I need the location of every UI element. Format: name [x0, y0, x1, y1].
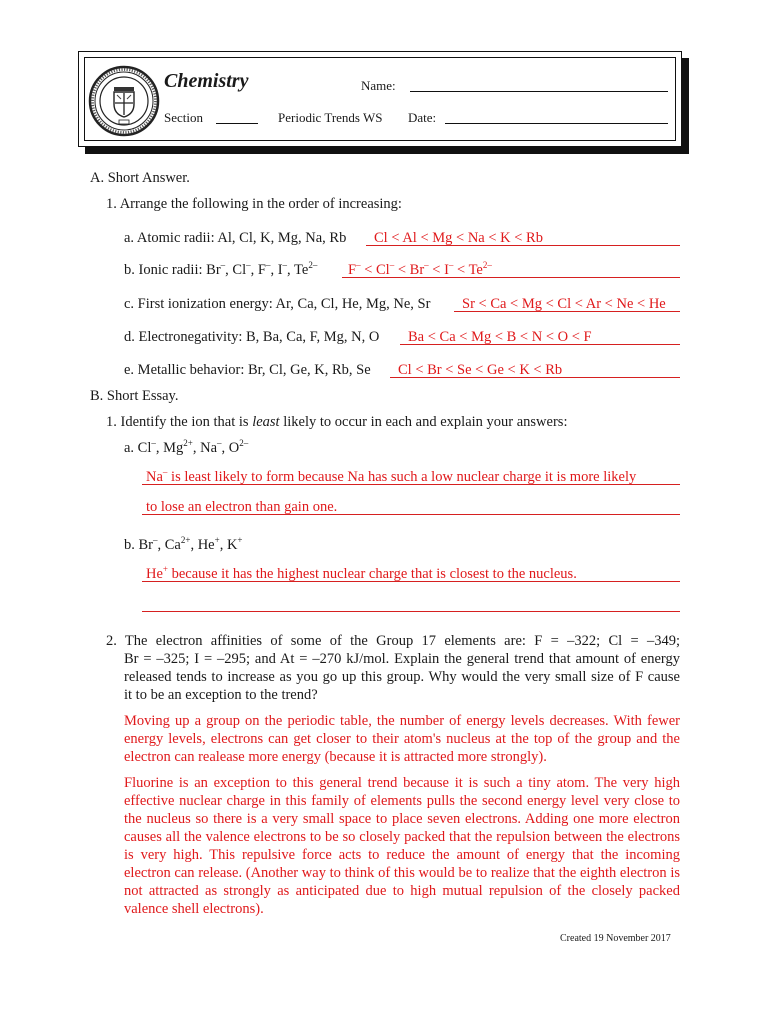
question-b2-line-3: released tends to increase as you go up this group. Why would the very small size of F cause — [124, 669, 680, 685]
q1a-answer-1: Na– is least likely to form because Na has such a low nuclear charge it is more likely — [146, 467, 637, 485]
school-seal-icon — [88, 65, 160, 137]
q2-answer-paragraph-2: Fluorine is an exception to this general trend because it is such a tiny atom. The very high effective nuclear charge in this family of elements pulls the second energy level very close to the nucleus so there is a very small space to place seven electrons. Adding one more electron causes all the valence electrons to be so closely packed that the repulsion between the electrons is very high. This repulsive force acts to reduce the amount of energy that the incoming electron can release. (Another way to think of this would be to realize that the eighth electron is not attracted as strongly as anticipated due to high mutual repulsion of the closely packed valence shell electrons). — [124, 775, 680, 917]
section-field[interactable] — [216, 123, 258, 124]
item-a-prompt: a. Atomic radii: Al, Cl, K, Mg, Na, Rb — [124, 230, 347, 246]
q2-answer-paragraph-1: Moving up a group on the periodic table, the number of energy levels decreases. With fewer energy levels, electrons can get closer to their atom's nucleus at the top of the group and the electron can realease more energy (because it is attracted more strongly). — [124, 713, 680, 765]
subject-title: Chemistry — [164, 70, 249, 92]
item-d-answer: Ba < Ca < Mg < B < N < O < F — [408, 329, 592, 345]
q1b-answer-line-2 — [142, 611, 680, 612]
item-e-answer: Cl < Br < Se < Ge < K < Rb — [398, 362, 563, 378]
name-label: Name: — [361, 78, 396, 93]
item-b-prompt: b. Ionic radii: Br–, Cl–, F–, I–, $Te^{2-}$ — [124, 260, 318, 278]
q1b-answer-1: He+ because it has the highest nuclear charge that is closest to the nucleus. — [146, 564, 577, 582]
created-date: Created 19 November 2017 — [560, 933, 671, 944]
question-b1: 1. Identify the ion that is least likely to occur in each and explain your answers: — [106, 414, 568, 430]
item-c-prompt: c. First ionization energy: Ar, Ca, Cl, He, Mg, Ne, Sr — [124, 296, 431, 312]
q1a-answer-2: to lose an electron than gain one. — [146, 499, 338, 515]
worksheet-title: Periodic Trends WS — [278, 110, 383, 125]
part-a-heading: A. Short Answer. — [90, 170, 190, 186]
question-b1a-label: a. Cl–, $Mg^{2+}$, Na–, $O^{2-}$ — [124, 438, 249, 456]
question-b2-line-1: 2. The electron affinities of some of the Group 17 elements are: F = –322; Cl = –349; — [106, 633, 680, 649]
question-b2-line-2: Br = –325; I = –295; and At = –270 kJ/mol. Explain the general trend that amount of energy — [124, 651, 680, 667]
question-b2-line-4: it to be an exception to the trend? — [124, 687, 318, 703]
item-c-answer: Sr < Ca < Mg < Cl < Ar < Ne < He — [462, 296, 666, 312]
question-b1b-label: b. Br–, $Ca^{2+}$, He+, K+ — [124, 535, 243, 553]
item-d-prompt: d. Electronegativity: B, Ba, Ca, F, Mg, N, O — [124, 329, 380, 345]
name-field[interactable] — [410, 91, 668, 92]
section-label: Section — [164, 110, 203, 125]
date-field[interactable] — [445, 123, 668, 124]
item-e-prompt: e. Metallic behavior: Br, Cl, Ge, K, Rb, Se — [124, 362, 371, 378]
question-a1: 1. Arrange the following in the order of increasing: — [106, 196, 402, 212]
item-b-answer: $F^- < Cl^- < Br^- < I^- < Te^{2-}$ — [348, 260, 492, 278]
part-b-heading: B. Short Essay. — [90, 388, 179, 404]
item-a-answer: Cl < Al < Mg < Na < K < Rb — [374, 230, 543, 246]
date-label: Date: — [408, 110, 437, 125]
